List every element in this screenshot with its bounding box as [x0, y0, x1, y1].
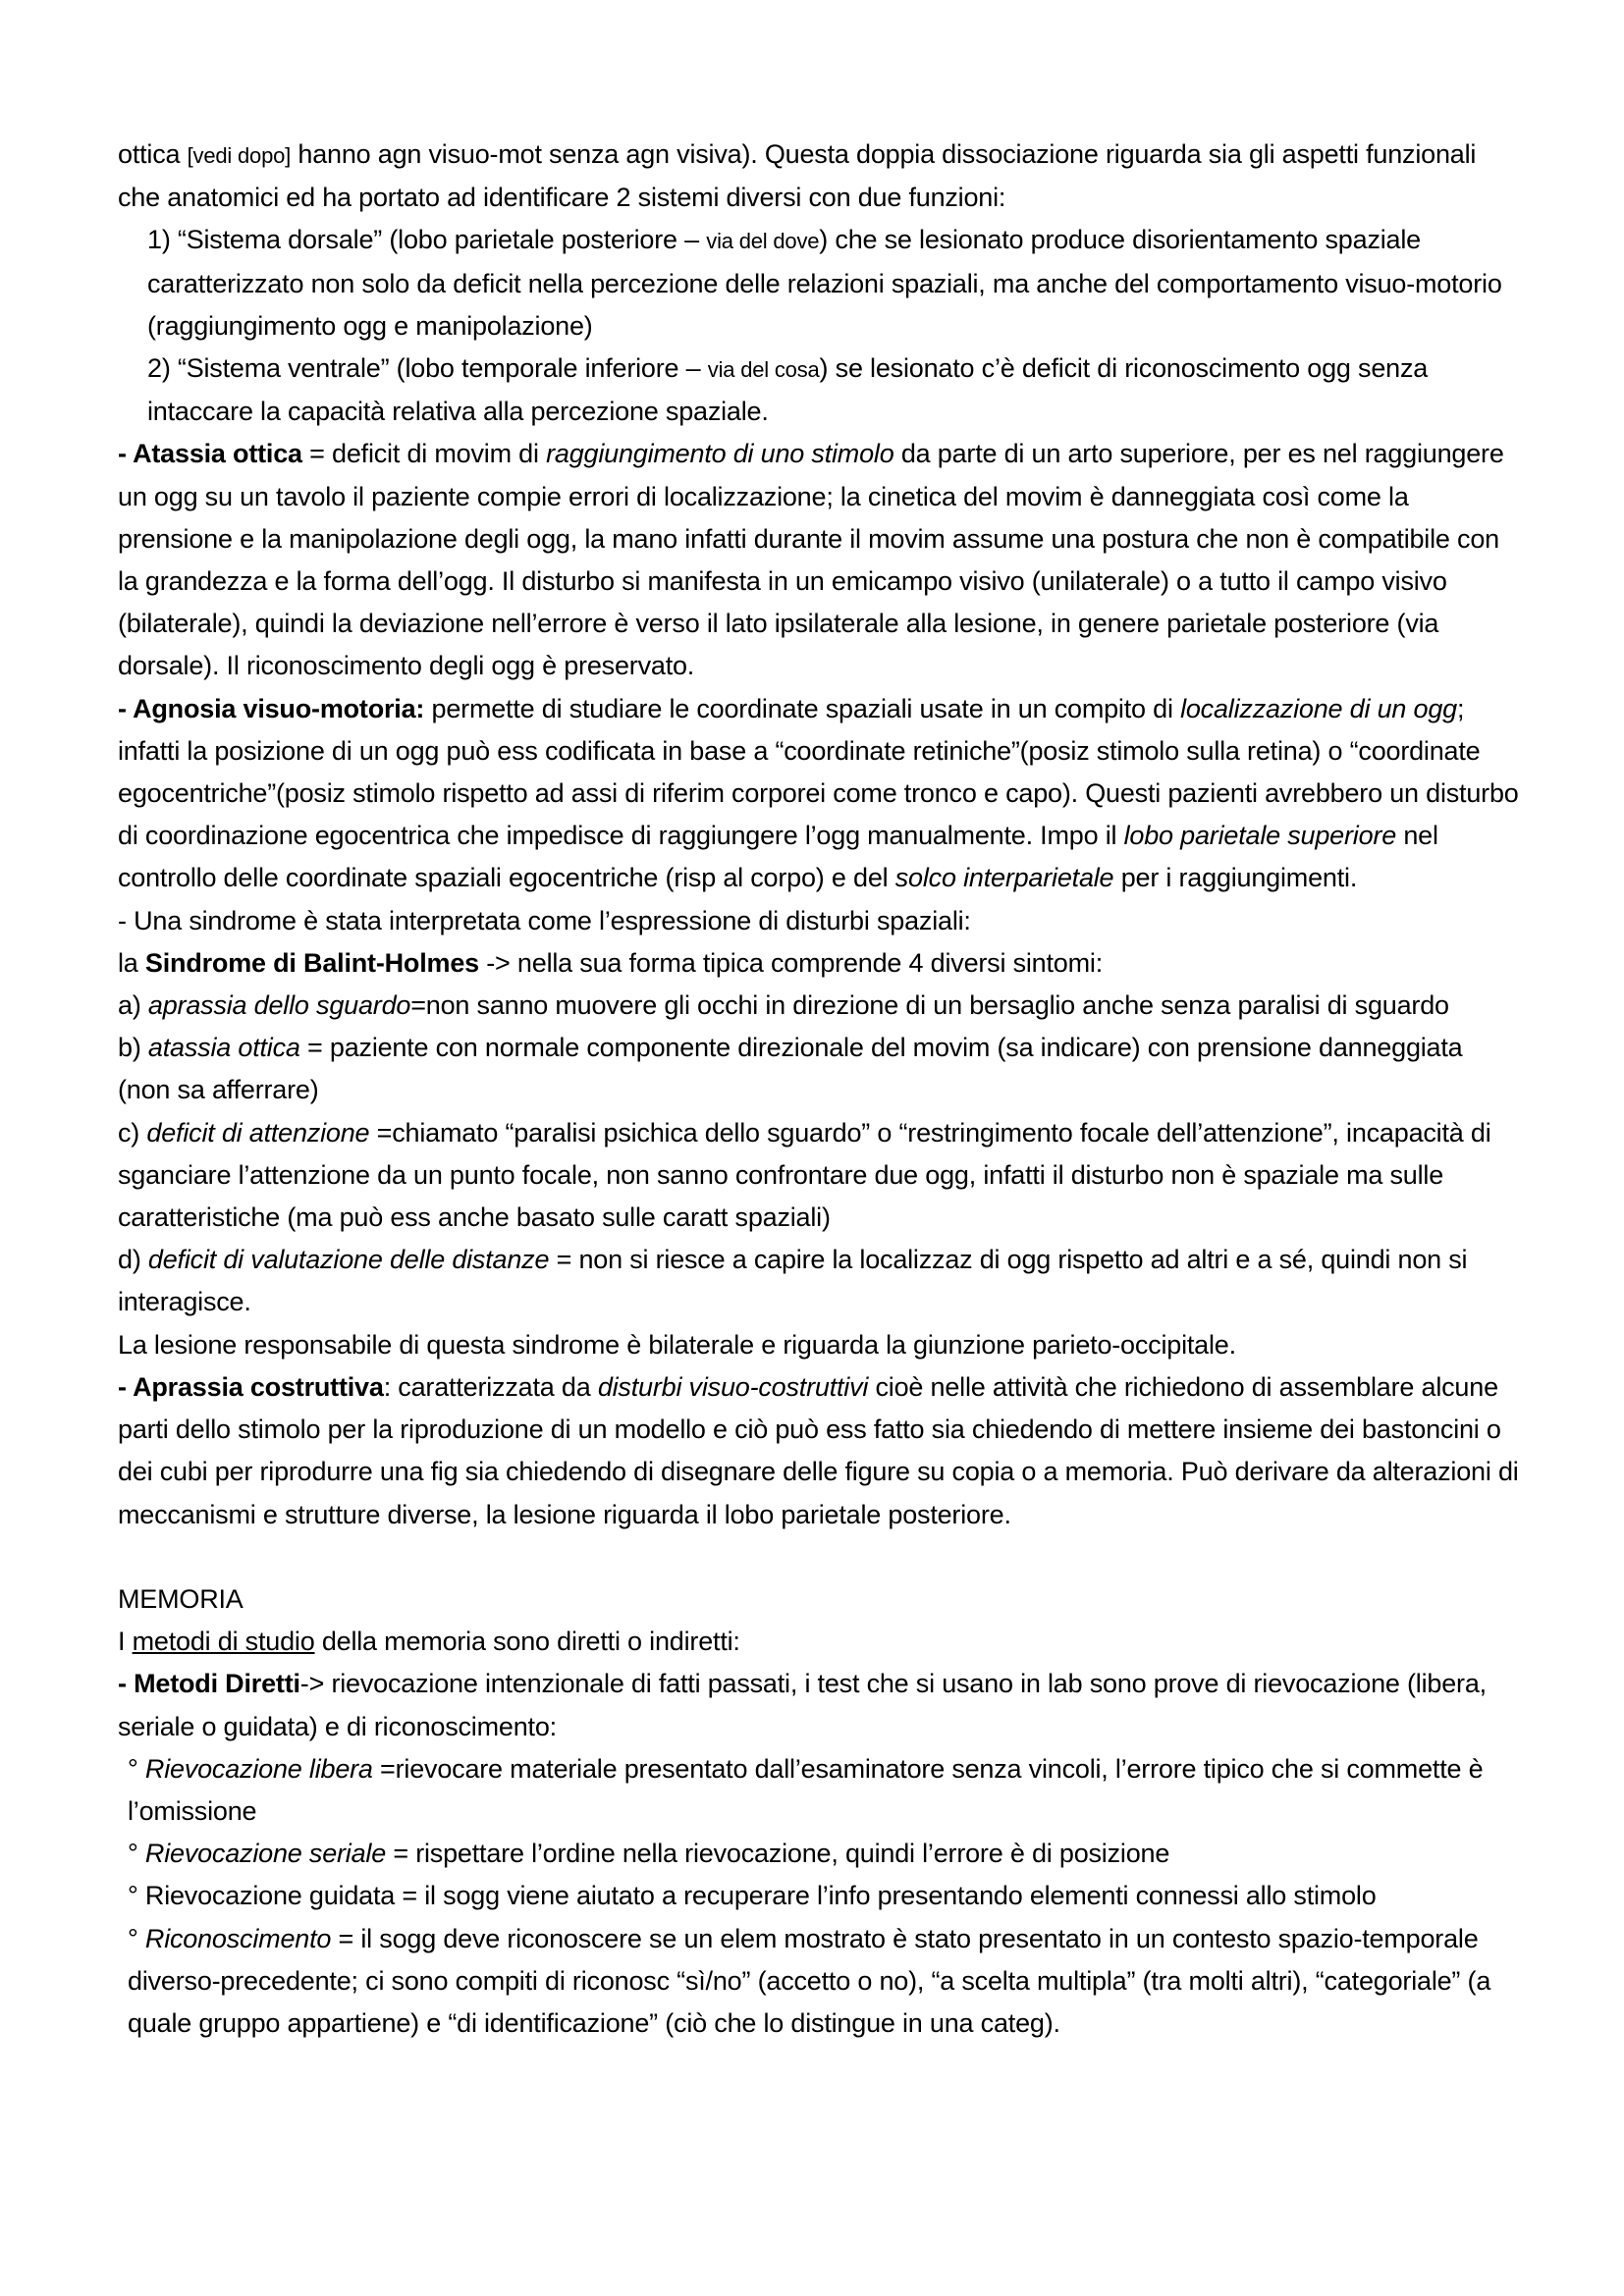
recognition-item: ° Riconoscimento = il sogg deve riconoscere se un elem mostrato è stato presentato in un contesto spazio-temporale diverso-precedente; ci sono compiti di riconosc “sì/no” (accetto o no), “a scelta multipla” (tra molti altri), “categoriale” (a quale gruppo appartiene) e “di identificazione” (ciò che lo distingue in una categ). — [128, 1923, 1491, 2038]
study-methods-line: I metodi di studio della memoria sono diretti o indiretti: — [118, 1627, 740, 1657]
direct-methods-paragraph: - Metodi Diretti-> rievocazione intenzionale di fatti passati, i test che si usano in lab sono prove di rievocazione (libera, seriale o guidata) e di riconoscimento: — [118, 1669, 1487, 1741]
balint-holmes-term: Sindrome di Balint-Holmes — [144, 947, 479, 978]
balint-holmes-line: la Sindrome di Balint-Holmes -> nella sua forma tipica comprende 4 diversi sintomi: — [118, 947, 1104, 978]
cross-reference-note: [vedi dopo] — [187, 143, 292, 168]
guided-recall-item: ° Rievocazione guidata = il sogg viene aiutato a recuperare l’info presentando elementi connessi allo stimolo — [128, 1881, 1377, 1911]
document-page — [118, 133, 1522, 2045]
intro-paragraph: ottica [vedi dopo] hanno agn visuo-mot senza agn visiva). Questa doppia dissociazione riguarda sia gli aspetti funzionali che anatomici ed ha portato ad identificare 2 sistemi diversi con due funzioni: — [118, 139, 1477, 213]
visuomotor-agnosia-term: - Agnosia visuo-motoria: — [118, 693, 425, 723]
ventral-system-item: 2) “Sistema ventrale” (lobo temporale inferiore – via del cosa) se lesionato c’è deficit di riconoscimento ogg senza intaccare la capacità relativa alla percezione spaziale. — [147, 353, 1429, 427]
dorsal-system-item: 1) “Sistema dorsale” (lobo parietale posteriore – via del dove) che se lesionato produce disorientamento spaziale caratterizzato non solo da deficit nella percezione delle relazioni spaziali, ma anche del comportamento visuo-motorio (raggiungimento ogg e manipolazione) — [147, 225, 1502, 341]
visuomotor-agnosia-paragraph: - Agnosia visuo-motoria: permette di studiare le coordinate spaziali usate in un compito di localizzazione di un ogg; infatti la posizione di un ogg può ess codificata in base a “coordinate retiniche”(posiz stimolo sulla retina) o “coordinate egocentriche”(posiz stimolo rispetto ad assi di riferim corporei come tronco e capo). Questi pazienti avrebbero un disturbo di coordinazione egocentrica che impedisce di raggiungere l’ogg manualmente. Impo il lobo parietale superiore nel controllo delle coordinate spaziali egocentriche (risp al corpo) e del solco interparietale per i raggiungimenti. — [118, 693, 1519, 893]
syndrome-intro: - Una sindrome è stata interpretata come l’espressione di disturbi spaziali: — [118, 905, 971, 935]
constructive-apraxia-term: - Aprassia costruttiva — [118, 1371, 384, 1402]
constructive-apraxia-paragraph: - Aprassia costruttiva: caratterizzata da disturbi visuo-costruttivi cioè nelle attività che richiedono di assemblare alcune parti dello stimolo per la riproduzione di un modello e ciò può ess fatto sia chiedendo di mettere insieme dei bastoncini o dei cubi per riprodurre una fig sia chiedendo di disegnare delle figure su copia o a memoria. Può derivare da alterazioni di meccanismi e strutture diverse, la lesione riguarda il lobo parietale posteriore. — [118, 1371, 1519, 1529]
section-heading-memoria: MEMORIA — [118, 1583, 244, 1614]
serial-recall-item: ° Rievocazione seriale = rispettare l’ordine nella rievocazione, quindi l’errore è di posizione — [128, 1839, 1170, 1869]
lesion-line: La lesione responsabile di questa sindrome è bilaterale e riguarda la giunzione parieto-occipitale. — [118, 1329, 1236, 1360]
paragraph-gap — [118, 1536, 1522, 1578]
direct-methods-term: - Metodi Diretti — [118, 1669, 300, 1699]
optic-ataxia-paragraph: - Atassia ottica = deficit di movim di raggiungimento di uno stimolo da parte di un arto superiore, per es nel raggiungere un ogg su un tavolo il paziente compie errori di localizzazione; la cinetica del movim è danneggiata così come la prensione e la manipolazione degli ogg, la mano infatti durante il movim assume una postura che non è compatibile con la grandezza e la forma dell’ogg. Il disturbo si manifesta in un emicampo visivo (unilaterale) o a tutto il campo visivo (bilaterale), quindi la deviazione nell’errore è verso il lato ipsilaterale alla lesione, in genere parietale posteriore (via dorsale). Il riconoscimento degli ogg è preservato. — [118, 439, 1504, 681]
free-recall-item: ° Rievocazione libera =rievocare materiale presentato dall’esaminatore senza vincoli, l’errore tipico che si commette è l’omissione — [128, 1753, 1484, 1826]
symptom-b: b) atassia ottica = paziente con normale componente direzionale del movim (sa indicare) con prensione danneggiata (non sa afferrare) — [118, 1033, 1463, 1105]
symptom-d: d) deficit di valutazione delle distanze = non si riesce a capire la localizzaz di ogg rispetto ad altri e a sé, quindi non si interagisce. — [118, 1245, 1468, 1317]
symptom-a: a) aprassia dello sguardo=non sanno muovere gli occhi in direzione di un bersaglio anche senza paralisi di sguardo — [118, 990, 1449, 1021]
symptom-c: c) deficit di attenzione =chiamato “paralisi psichica dello sguardo” o “restringimento focale dell’attenzione”, incapacità di sganciare l’attenzione da un punto focale, non sanno confrontare due ogg, infatti il disturbo non è spaziale ma sulle caratteristiche (ma può ess anche basato sulle caratt spaziali) — [118, 1117, 1491, 1233]
optic-ataxia-term: - Atassia ottica — [118, 439, 302, 469]
study-methods-underlined: metodi di studio — [132, 1627, 315, 1657]
